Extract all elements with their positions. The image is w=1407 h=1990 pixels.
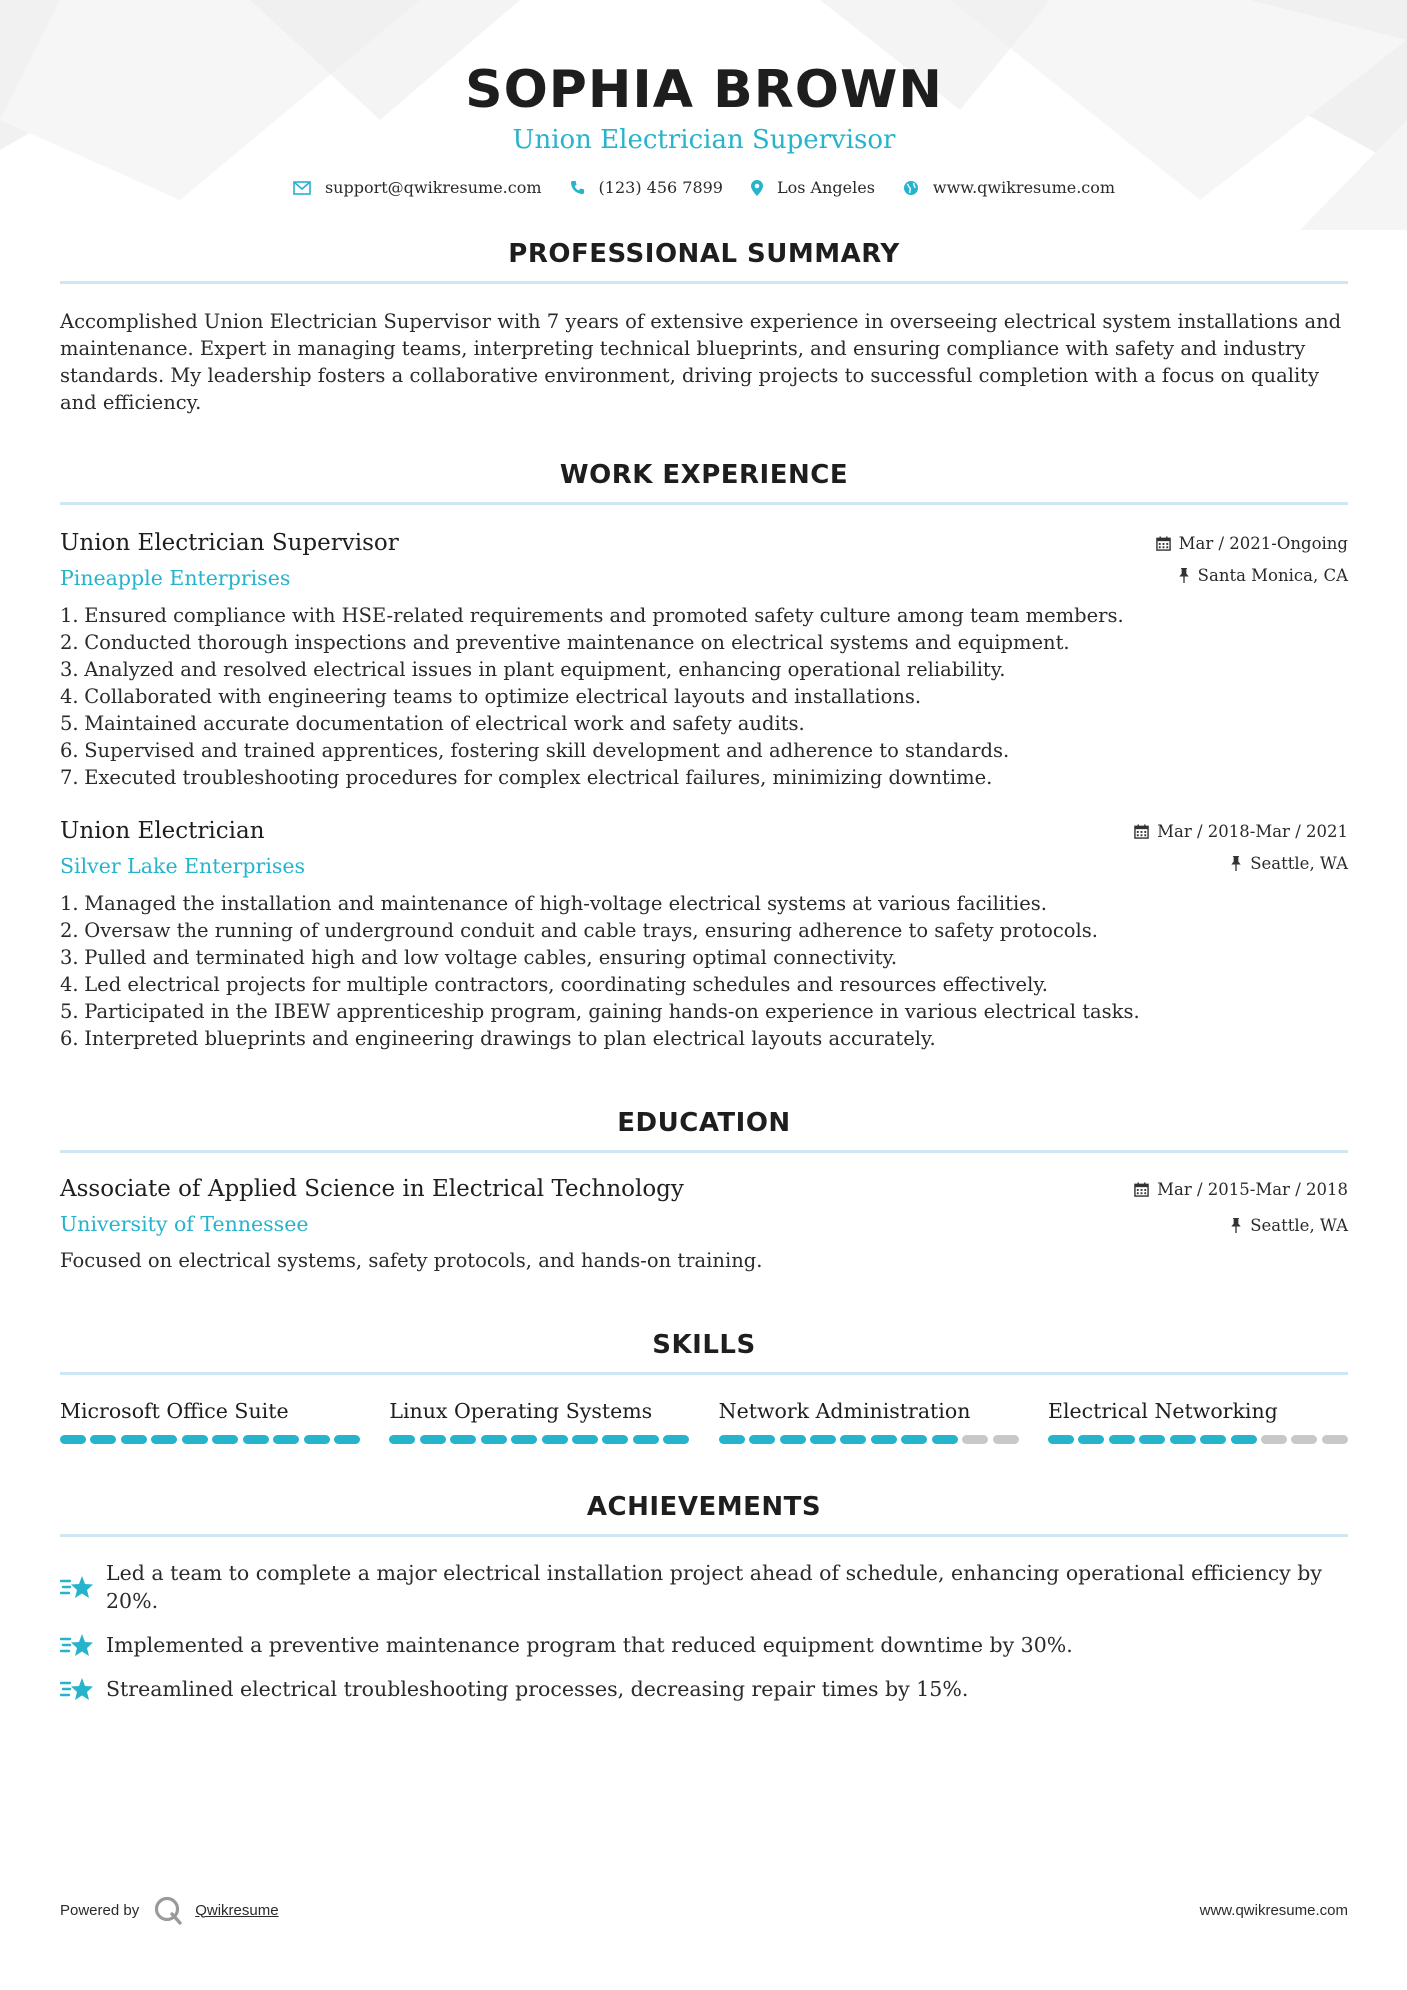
skill-level-dot <box>389 1435 415 1444</box>
shooting-star-icon <box>60 1675 94 1703</box>
skill-level-dot <box>1170 1435 1196 1444</box>
education-dates: Mar / 2015-Mar / 2018 <box>1157 1179 1348 1199</box>
footer-website[interactable]: www.qwikresume.com <box>1199 1901 1348 1919</box>
skill-level-dot <box>1139 1435 1165 1444</box>
education-description: Focused on electrical systems, safety protocols, and hands-on training. <box>60 1249 763 1272</box>
page-footer <box>60 1895 1348 1925</box>
skill-level-dot <box>1200 1435 1226 1444</box>
list-item: 7. Executed troubleshooting procedures for complex electrical failures, minimizing downtime. <box>60 766 993 789</box>
skill-level-dot <box>121 1435 147 1444</box>
skill-item <box>1048 1397 1348 1444</box>
job-company: Pineapple Enterprises <box>60 566 291 590</box>
skill-level-dot <box>1231 1435 1257 1444</box>
shooting-star-icon <box>60 1573 94 1601</box>
resume-header <box>60 0 1348 197</box>
calendar-icon <box>1134 824 1149 839</box>
skill-level-dot <box>542 1435 568 1444</box>
achievement-item <box>60 1675 1348 1703</box>
list-item: 6. Interpreted blueprints and engineering drawings to plan electrical layouts accurately. <box>60 1027 936 1050</box>
skill-level-bar <box>719 1435 1019 1444</box>
contact-phone-text: (123) 456 7899 <box>598 178 723 197</box>
summary-heading: PROFESSIONAL SUMMARY <box>508 239 900 269</box>
skill-level-dot <box>273 1435 299 1444</box>
candidate-name: SOPHIA BROWN <box>465 60 943 120</box>
powered-by-label: Powered by <box>60 1901 140 1919</box>
list-item: 4. Led electrical projects for multiple contractors, coordinating schedules and resources effectively. <box>60 973 1048 996</box>
shooting-star-icon <box>60 1631 94 1659</box>
skill-level-dot <box>60 1435 86 1444</box>
skill-name: Network Administration <box>718 1399 971 1423</box>
skill-level-dot <box>1322 1435 1348 1444</box>
globe-icon <box>903 180 919 196</box>
work-divider <box>60 502 1348 505</box>
skill-level-dot <box>243 1435 269 1444</box>
achievements-heading: ACHIEVEMENTS <box>586 1492 822 1522</box>
skill-level-dot <box>572 1435 598 1444</box>
list-item: 3. Pulled and terminated high and low voltage cables, ensuring optimal connectivity. <box>60 946 898 969</box>
education-divider <box>60 1150 1348 1153</box>
skill-level-dot <box>840 1435 866 1444</box>
list-item: 1. Ensured compliance with HSE-related requirements and promoted safety culture among team members. <box>60 604 1124 627</box>
skill-name: Linux Operating Systems <box>389 1399 653 1423</box>
skill-level-dot <box>1078 1435 1104 1444</box>
contact-phone[interactable] <box>570 178 723 197</box>
skills-divider <box>60 1372 1348 1375</box>
skill-level-dot <box>602 1435 628 1444</box>
pushpin-icon <box>1178 568 1190 583</box>
list-item: 5. Participated in the IBEW apprenticeship program, gaining hands-on experience in various electrical tasks. <box>60 1000 1140 1023</box>
skill-item <box>719 1397 1019 1444</box>
skill-level-dot <box>663 1435 689 1444</box>
skill-level-dot <box>212 1435 238 1444</box>
achievement-text: Led a team to complete a major electrical installation project ahead of schedule, enhancing operational efficiency by 20%. <box>106 1561 1322 1613</box>
job-entry <box>60 815 1348 1052</box>
job-location: Santa Monica, CA <box>1197 565 1348 585</box>
achievement-item <box>60 1559 1348 1615</box>
contact-website-text: www.qwikresume.com <box>932 178 1116 197</box>
skill-level-bar <box>60 1435 360 1444</box>
skills-list <box>60 1397 1348 1444</box>
skill-level-dot <box>481 1435 507 1444</box>
skills-heading: SKILLS <box>652 1330 756 1360</box>
skill-level-dot <box>1048 1435 1074 1444</box>
job-company: Silver Lake Enterprises <box>60 854 306 878</box>
skill-level-dot <box>182 1435 208 1444</box>
list-item: 4. Collaborated with engineering teams to optimize electrical layouts and installations. <box>60 685 922 708</box>
skill-level-dot <box>810 1435 836 1444</box>
contact-location <box>751 178 875 197</box>
calendar-icon <box>1156 536 1171 551</box>
skill-level-bar <box>1048 1435 1348 1444</box>
resume-page <box>60 0 1348 1719</box>
skill-level-dot <box>993 1435 1019 1444</box>
education-heading: EDUCATION <box>617 1108 791 1138</box>
list-item: 6. Supervised and trained apprentices, fostering skill development and adherence to standards. <box>60 739 1010 762</box>
skill-level-dot <box>962 1435 988 1444</box>
achievements-divider <box>60 1534 1348 1537</box>
degree-title: Associate of Applied Science in Electrical Technology <box>60 1176 684 1202</box>
education-location: Seattle, WA <box>1250 1215 1348 1235</box>
list-item: 5. Maintained accurate documentation of electrical work and safety audits. <box>60 712 805 735</box>
list-item: 2. Oversaw the running of underground conduit and cable trays, ensuring adherence to safety protocols. <box>60 919 1098 942</box>
skill-level-dot <box>334 1435 360 1444</box>
contact-email[interactable] <box>293 178 542 197</box>
contact-website[interactable] <box>903 178 1115 197</box>
job-dates: Mar / 2021-Ongoing <box>1178 533 1348 553</box>
work-heading: WORK EXPERIENCE <box>559 460 849 490</box>
job-title: Union Electrician Supervisor <box>60 530 399 556</box>
phone-icon <box>570 180 585 195</box>
skill-level-dot <box>932 1435 958 1444</box>
skill-level-dot <box>90 1435 116 1444</box>
skill-level-dot <box>780 1435 806 1444</box>
education-entry <box>60 1173 1348 1274</box>
skill-level-dot <box>901 1435 927 1444</box>
achievement-text: Streamlined electrical troubleshooting processes, decreasing repair times by 15%. <box>106 1677 969 1701</box>
pushpin-icon <box>1230 1218 1242 1233</box>
skill-level-dot <box>304 1435 330 1444</box>
job-entry <box>60 527 1348 791</box>
list-item: 2. Conducted thorough inspections and preventive maintenance on electrical systems and equipment. <box>60 631 1070 654</box>
job-title: Union Electrician <box>60 818 265 844</box>
job-bullets <box>60 890 1348 1052</box>
map-pin-icon <box>751 180 763 196</box>
envelope-icon <box>293 181 311 195</box>
list-item: 3. Analyzed and resolved electrical issues in plant equipment, enhancing operational reliability. <box>60 658 1006 681</box>
contact-email-text: support@qwikresume.com <box>324 178 542 197</box>
summary-divider <box>60 281 1348 284</box>
school-name: University of Tennessee <box>60 1212 309 1236</box>
achievements-list <box>60 1559 1348 1703</box>
skill-item <box>389 1397 689 1444</box>
achievement-text: Implemented a preventive maintenance program that reduced equipment downtime by 30%. <box>106 1633 1073 1657</box>
skill-item <box>60 1397 360 1444</box>
skill-level-dot <box>511 1435 537 1444</box>
summary-text: Accomplished Union Electrician Supervisor with 7 years of extensive experience in overseeing electrical system installations and maintenance. Expert in managing teams, interpreting technical blueprints, and ensuring compliance with safety and industry standards. My leadership fosters a collaborative environment, driving projects to successful completion with a focus on quality and efficiency. <box>60 310 1342 414</box>
skill-level-dot <box>633 1435 659 1444</box>
contact-location-text: Los Angeles <box>776 178 875 197</box>
candidate-role: Union Electrician Supervisor <box>512 125 896 155</box>
qwikresume-logo-icon <box>153 1895 183 1925</box>
skill-level-dot <box>1261 1435 1287 1444</box>
pushpin-icon <box>1230 856 1242 871</box>
skill-level-dot <box>871 1435 897 1444</box>
job-dates: Mar / 2018-Mar / 2021 <box>1157 821 1348 841</box>
skill-name: Electrical Networking <box>1047 1399 1278 1423</box>
job-bullets <box>60 602 1348 791</box>
skill-name: Microsoft Office Suite <box>60 1399 289 1423</box>
skill-level-dot <box>420 1435 446 1444</box>
skill-level-dot <box>1291 1435 1317 1444</box>
list-item: 1. Managed the installation and maintenance of high-voltage electrical systems at various facilities. <box>60 892 1047 915</box>
skill-level-dot <box>1109 1435 1135 1444</box>
skill-level-dot <box>749 1435 775 1444</box>
job-location: Seattle, WA <box>1250 853 1348 873</box>
qwikresume-link[interactable]: Qwikresume <box>195 1901 279 1919</box>
skill-level-dot <box>719 1435 745 1444</box>
skill-level-dot <box>151 1435 177 1444</box>
skill-level-dot <box>450 1435 476 1444</box>
skill-level-bar <box>389 1435 689 1444</box>
calendar-icon <box>1134 1182 1149 1197</box>
contact-bar <box>60 178 1348 197</box>
achievement-item <box>60 1631 1348 1659</box>
